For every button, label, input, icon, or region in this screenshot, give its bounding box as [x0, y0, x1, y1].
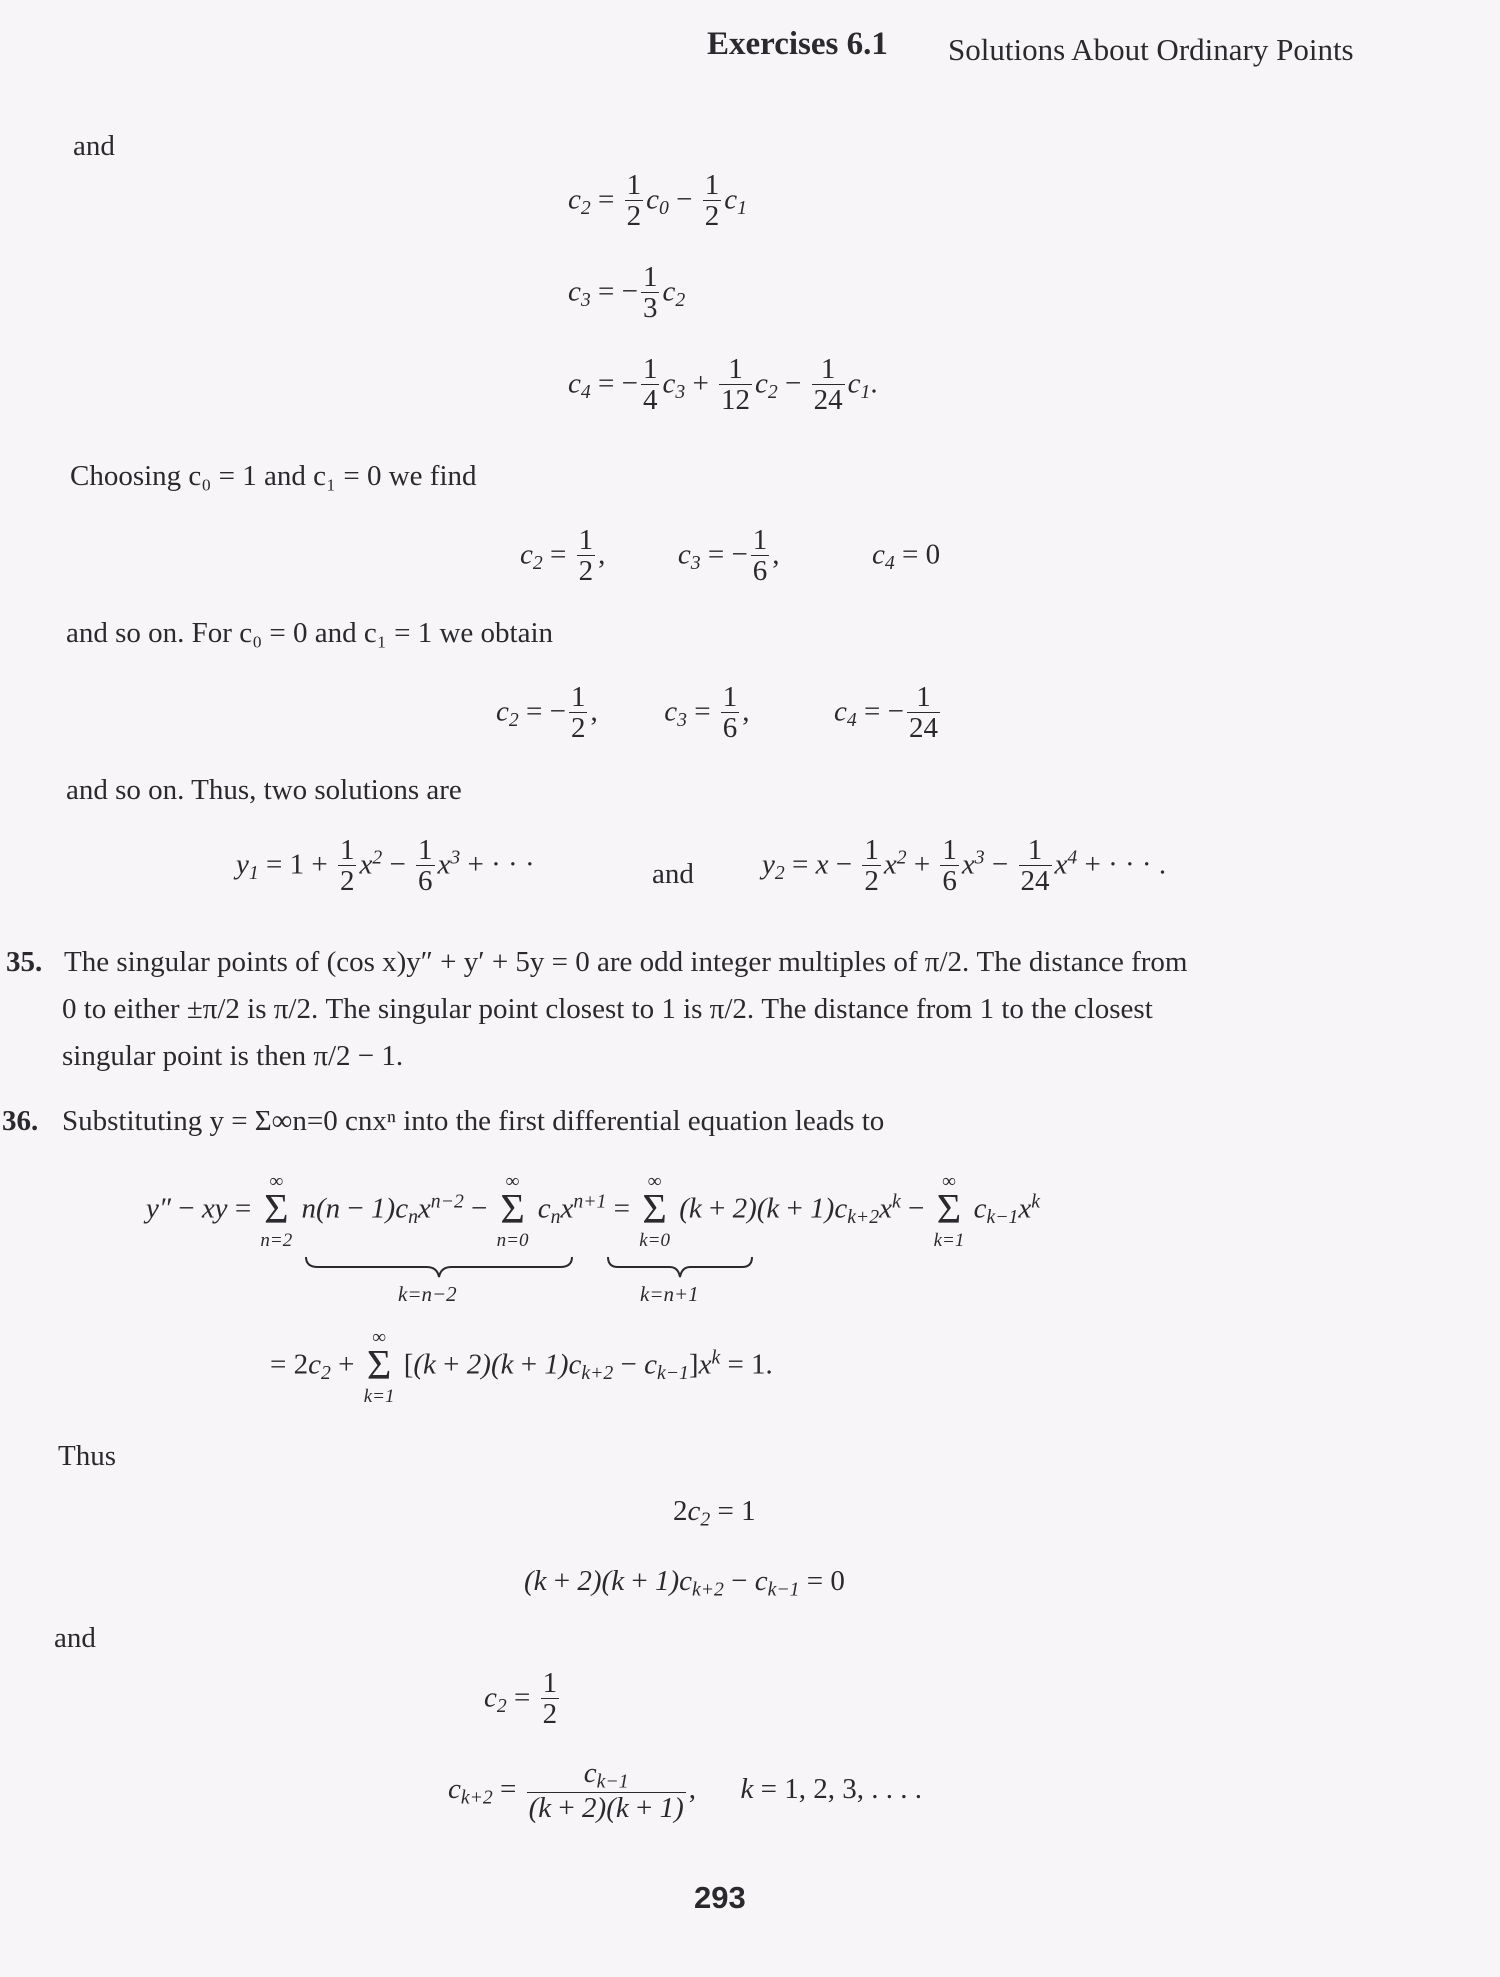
- exercise-heading: Exercises 6.1: [707, 26, 888, 62]
- problem-36-number: 36.: [2, 1105, 39, 1137]
- eq-recurrence-relation: $c_{k+2}$ = $\frac{c_{k-1}}{(k + 2)(k + 1)}$ , k = 1, 2, 3, . . . .: [448, 1757, 922, 1825]
- text-and-so-on-2: and so on. Thus, two solutions are: [66, 774, 462, 806]
- underbrace-first-sum: [304, 1255, 574, 1279]
- problem-35-line-3: singular point is then π/2 − 1.: [62, 1040, 404, 1072]
- text-and-2: and: [54, 1622, 96, 1654]
- eq-c2-general: $c_2$ = $\frac{1}{2}$ $c_0$ − $\frac{1}{2}$ $c_1$: [568, 169, 747, 233]
- problem-35-number: 35.: [6, 946, 43, 978]
- eq-values-set2: $c_2$ = − $\frac{1}{2}$ , $c_3$ = $\frac{1}{6}$ , $c_4$ = − $\frac{1}{24}$: [496, 681, 938, 745]
- eq-y2: $y_2 = x$ − $\frac{1}{2}$ $x^2$ + $\frac{1}{6}$ $x^3$ − $\frac{1}{24}$ $x^4$ + · · · .: [762, 834, 1167, 898]
- problem-35-line-1: The singular points of (cos x)y″ + y′ + 5y = 0 are odd integer multiples of π/2. The distance from: [64, 946, 1188, 978]
- underbrace-second-sum: [606, 1255, 754, 1279]
- problem-36-intro: Substituting y = Σ∞n=0 cnxⁿ into the first differential equation leads to: [62, 1105, 885, 1137]
- eq-2c2-equals-1: $2c_2 = 1$: [673, 1495, 756, 1531]
- text-choosing: Choosing c₀ = 1 and c₁ = 0 we find: [70, 460, 477, 492]
- problem-35-line-2: 0 to either ±π/2 is π/2. The singular point closest to 1 is π/2. The distance from 1 to the closest: [62, 993, 1153, 1025]
- eq-series-substitution: y″ − xy = ∞ Σ n=2 $n(n - 1)c_nx^{n-2}$ − ∞ Σ n=0 $c_nx^{n+1}$ = ∞ Σ k=0 $(k + 2)(k + 1)c_{k+2}x^k$ − ∞ Σ k=1 $c_{k-1}x^k$: [146, 1171, 1040, 1251]
- brace-label-k-n-plus-1: k=n+1: [640, 1282, 699, 1306]
- eq-y1: $y_1 = 1$ + $\frac{1}{2}$ $x^2$ − $\frac{1}{6}$ $x^3$ + · · ·: [236, 834, 535, 898]
- brace-label-k-n-minus-2: k=n−2: [398, 1282, 457, 1306]
- text-and-mid: and: [652, 858, 694, 890]
- eq-c4-general: $c_4$ = − $\frac{1}{4}$ $c_3$ + $\frac{1}{12}$ $c_2$ − $\frac{1}{24}$ $c_1$.: [568, 353, 878, 417]
- eq-recurrence-zero: $(k + 2)(k + 1)c_{k+2} - c_{k-1} = 0$: [524, 1565, 845, 1601]
- page-number: 293: [694, 1880, 746, 1915]
- section-title: Solutions About Ordinary Points: [948, 32, 1354, 67]
- eq-values-set1: $c_2$ = $\frac{1}{2}$ , $c_3$ = − $\frac{1}{6}$ , $c_4 = 0$: [520, 524, 941, 588]
- text-thus: Thus: [58, 1440, 116, 1472]
- text-and: and: [73, 130, 115, 162]
- text-and-so-on-1: and so on. For c₀ = 0 and c₁ = 1 we obtain: [66, 617, 554, 649]
- eq-c3-general: $c_3$ = − $\frac{1}{3}$ $c_2$: [568, 261, 686, 325]
- eq-c2-half: $c_2$ = $\frac{1}{2}$: [484, 1667, 558, 1731]
- eq-combined-series: = $2c_2$ + ∞ Σ k=1 $[(k + 2)(k + 1)c_{k+2} - c_{k-1}]x^k = 1$.: [270, 1327, 773, 1407]
